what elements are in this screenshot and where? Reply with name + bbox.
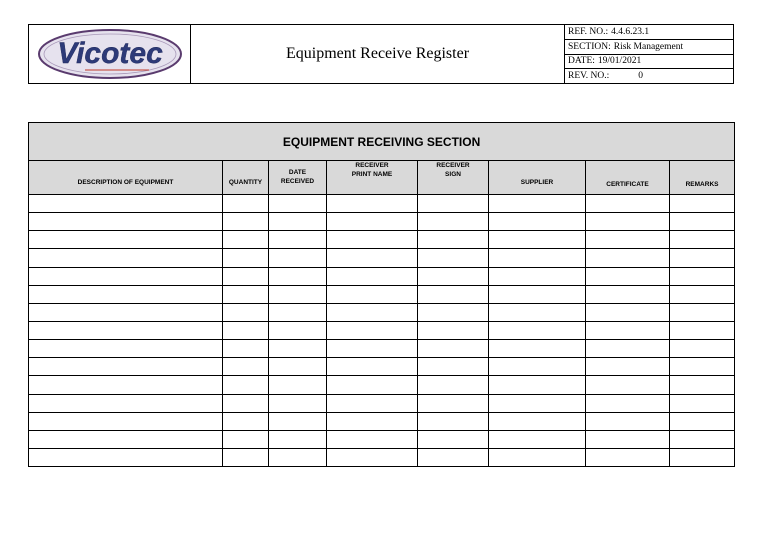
cell-certificate[interactable] (586, 195, 670, 213)
cell-remarks[interactable] (670, 231, 735, 249)
cell-remarks[interactable] (670, 358, 735, 376)
logo-text: Vicotec (56, 37, 163, 70)
cell-date-received[interactable] (269, 231, 327, 249)
table-row (29, 321, 735, 339)
cell-receiver-sign[interactable] (418, 321, 489, 339)
cell-certificate[interactable] (586, 358, 670, 376)
register-body (29, 195, 735, 467)
table-row (29, 303, 735, 321)
cell-remarks[interactable] (670, 412, 735, 430)
cell-receiver-sign[interactable] (418, 340, 489, 358)
cell-quantity[interactable] (223, 303, 269, 321)
cell-remarks[interactable] (670, 394, 735, 412)
cell-date-received[interactable] (269, 195, 327, 213)
cell-quantity[interactable] (223, 340, 269, 358)
cell-receiver-sign[interactable] (418, 394, 489, 412)
cell-receiver-sign[interactable] (418, 195, 489, 213)
cell-receiver-print-name[interactable] (327, 358, 418, 376)
cell-date-received[interactable] (269, 213, 327, 231)
cell-certificate[interactable] (586, 412, 670, 430)
table-row (29, 285, 735, 303)
cell-date-received[interactable] (269, 249, 327, 267)
cell-description[interactable] (29, 376, 223, 394)
section-title: EQUIPMENT RECEIVING SECTION (29, 123, 735, 161)
cell-certificate[interactable] (586, 231, 670, 249)
vicotec-logo (37, 28, 183, 80)
cell-certificate[interactable] (586, 285, 670, 303)
table-row (29, 195, 735, 213)
column-header-receiver-print-name: RECEIVER PRINT NAME (327, 161, 418, 195)
cell-date-received[interactable] (269, 303, 327, 321)
cell-description[interactable] (29, 448, 223, 466)
table-row (29, 213, 735, 231)
column-header-row (29, 161, 735, 195)
cell-supplier[interactable] (489, 376, 586, 394)
column-header-supplier: SUPPLIER (489, 161, 586, 195)
cell-date-received[interactable] (269, 448, 327, 466)
cell-description[interactable] (29, 303, 223, 321)
cell-quantity[interactable] (223, 448, 269, 466)
ref-no-row (565, 25, 733, 40)
cell-certificate[interactable] (586, 321, 670, 339)
cell-remarks[interactable] (670, 267, 735, 285)
cell-description[interactable] (29, 394, 223, 412)
cell-receiver-print-name[interactable] (327, 267, 418, 285)
cell-description[interactable] (29, 231, 223, 249)
column-header-date-received: DATE RECEIVED (269, 161, 327, 195)
section-row (565, 40, 733, 55)
cell-date-received[interactable] (269, 321, 327, 339)
cell-quantity[interactable] (223, 412, 269, 430)
cell-certificate[interactable] (586, 249, 670, 267)
cell-supplier[interactable] (489, 267, 586, 285)
cell-description[interactable] (29, 321, 223, 339)
cell-supplier[interactable] (489, 340, 586, 358)
rev-no-label: REV. NO.: (568, 71, 610, 82)
cell-supplier[interactable] (489, 213, 586, 231)
date-label: DATE: (568, 56, 595, 67)
cell-certificate[interactable] (586, 448, 670, 466)
cell-quantity[interactable] (223, 358, 269, 376)
cell-receiver-sign[interactable] (418, 376, 489, 394)
cell-receiver-print-name[interactable] (327, 195, 418, 213)
cell-certificate[interactable] (586, 213, 670, 231)
cell-receiver-print-name[interactable] (327, 213, 418, 231)
section-label: SECTION: (568, 41, 611, 52)
table-row (29, 430, 735, 448)
cell-description[interactable] (29, 285, 223, 303)
cell-receiver-sign[interactable] (418, 285, 489, 303)
rev-no-value: 0 (638, 71, 644, 82)
column-header-certificate: CERTIFICATE (586, 161, 670, 195)
table-row (29, 376, 735, 394)
cell-supplier[interactable] (489, 448, 586, 466)
cell-date-received[interactable] (269, 430, 327, 448)
date-row (565, 55, 733, 70)
cell-certificate[interactable] (586, 376, 670, 394)
cell-receiver-sign[interactable] (418, 448, 489, 466)
cell-quantity[interactable] (223, 430, 269, 448)
column-header-receiver-sign: RECEIVER SIGN (418, 161, 489, 195)
cell-remarks[interactable] (670, 249, 735, 267)
document-meta (565, 25, 733, 83)
cell-supplier[interactable] (489, 195, 586, 213)
section-value: Risk Management (613, 41, 684, 52)
cell-date-received[interactable] (269, 376, 327, 394)
cell-receiver-sign[interactable] (418, 358, 489, 376)
cell-receiver-print-name[interactable] (327, 249, 418, 267)
cell-remarks[interactable] (670, 285, 735, 303)
cell-description[interactable] (29, 213, 223, 231)
column-header-description: DESCRIPTION OF EQUIPMENT (29, 161, 223, 195)
cell-date-received[interactable] (269, 340, 327, 358)
cell-supplier[interactable] (489, 321, 586, 339)
table-row (29, 249, 735, 267)
rev-no-row (565, 69, 733, 83)
logo-cell (29, 25, 191, 83)
column-header-remarks: REMARKS (670, 161, 735, 195)
cell-remarks[interactable] (670, 321, 735, 339)
cell-certificate[interactable] (586, 267, 670, 285)
table-row (29, 231, 735, 249)
cell-receiver-sign[interactable] (418, 303, 489, 321)
cell-date-received[interactable] (269, 358, 327, 376)
cell-receiver-sign[interactable] (418, 267, 489, 285)
cell-quantity[interactable] (223, 249, 269, 267)
cell-remarks[interactable] (670, 213, 735, 231)
cell-supplier[interactable] (489, 358, 586, 376)
cell-quantity[interactable] (223, 231, 269, 249)
table-row (29, 412, 735, 430)
cell-supplier[interactable] (489, 231, 586, 249)
table-row (29, 358, 735, 376)
cell-date-received[interactable] (269, 412, 327, 430)
cell-receiver-print-name[interactable] (327, 285, 418, 303)
cell-receiver-print-name[interactable] (327, 394, 418, 412)
column-header-quantity: QUANTITY (223, 161, 269, 195)
document-title: Equipment Receive Register (191, 25, 565, 83)
cell-date-received[interactable] (269, 267, 327, 285)
cell-remarks[interactable] (670, 195, 735, 213)
cell-quantity[interactable] (223, 285, 269, 303)
cell-supplier[interactable] (489, 430, 586, 448)
ref-no-label: REF. NO.: (568, 26, 609, 37)
cell-remarks[interactable] (670, 303, 735, 321)
cell-quantity[interactable] (223, 267, 269, 285)
cell-supplier[interactable] (489, 285, 586, 303)
date-value: 19/01/2021 (597, 56, 642, 67)
cell-receiver-sign[interactable] (418, 430, 489, 448)
cell-receiver-print-name[interactable] (327, 430, 418, 448)
cell-remarks[interactable] (670, 340, 735, 358)
cell-receiver-sign[interactable] (418, 249, 489, 267)
cell-receiver-print-name[interactable] (327, 303, 418, 321)
cell-supplier[interactable] (489, 303, 586, 321)
equipment-receiving-table (28, 122, 735, 467)
cell-receiver-print-name[interactable] (327, 376, 418, 394)
cell-remarks[interactable] (670, 376, 735, 394)
cell-date-received[interactable] (269, 394, 327, 412)
cell-receiver-print-name[interactable] (327, 340, 418, 358)
cell-certificate[interactable] (586, 394, 670, 412)
ref-no-value: 4.4.6.23.1 (611, 26, 650, 37)
cell-supplier[interactable] (489, 249, 586, 267)
table-row (29, 394, 735, 412)
document-header (28, 24, 734, 84)
cell-receiver-sign[interactable] (418, 412, 489, 430)
table-row (29, 267, 735, 285)
cell-receiver-print-name[interactable] (327, 321, 418, 339)
cell-description[interactable] (29, 430, 223, 448)
cell-description[interactable] (29, 249, 223, 267)
cell-quantity[interactable] (223, 394, 269, 412)
table-row (29, 448, 735, 466)
cell-certificate[interactable] (586, 340, 670, 358)
cell-quantity[interactable] (223, 376, 269, 394)
cell-supplier[interactable] (489, 394, 586, 412)
cell-receiver-print-name[interactable] (327, 231, 418, 249)
cell-quantity[interactable] (223, 213, 269, 231)
cell-date-received[interactable] (269, 285, 327, 303)
cell-receiver-print-name[interactable] (327, 448, 418, 466)
cell-description[interactable] (29, 195, 223, 213)
cell-remarks[interactable] (670, 448, 735, 466)
cell-receiver-sign[interactable] (418, 231, 489, 249)
cell-description[interactable] (29, 358, 223, 376)
cell-certificate[interactable] (586, 303, 670, 321)
cell-quantity[interactable] (223, 195, 269, 213)
table-row (29, 340, 735, 358)
cell-remarks[interactable] (670, 430, 735, 448)
cell-description[interactable] (29, 340, 223, 358)
cell-description[interactable] (29, 412, 223, 430)
cell-quantity[interactable] (223, 321, 269, 339)
cell-supplier[interactable] (489, 412, 586, 430)
cell-description[interactable] (29, 267, 223, 285)
cell-receiver-sign[interactable] (418, 213, 489, 231)
cell-receiver-print-name[interactable] (327, 412, 418, 430)
cell-certificate[interactable] (586, 430, 670, 448)
